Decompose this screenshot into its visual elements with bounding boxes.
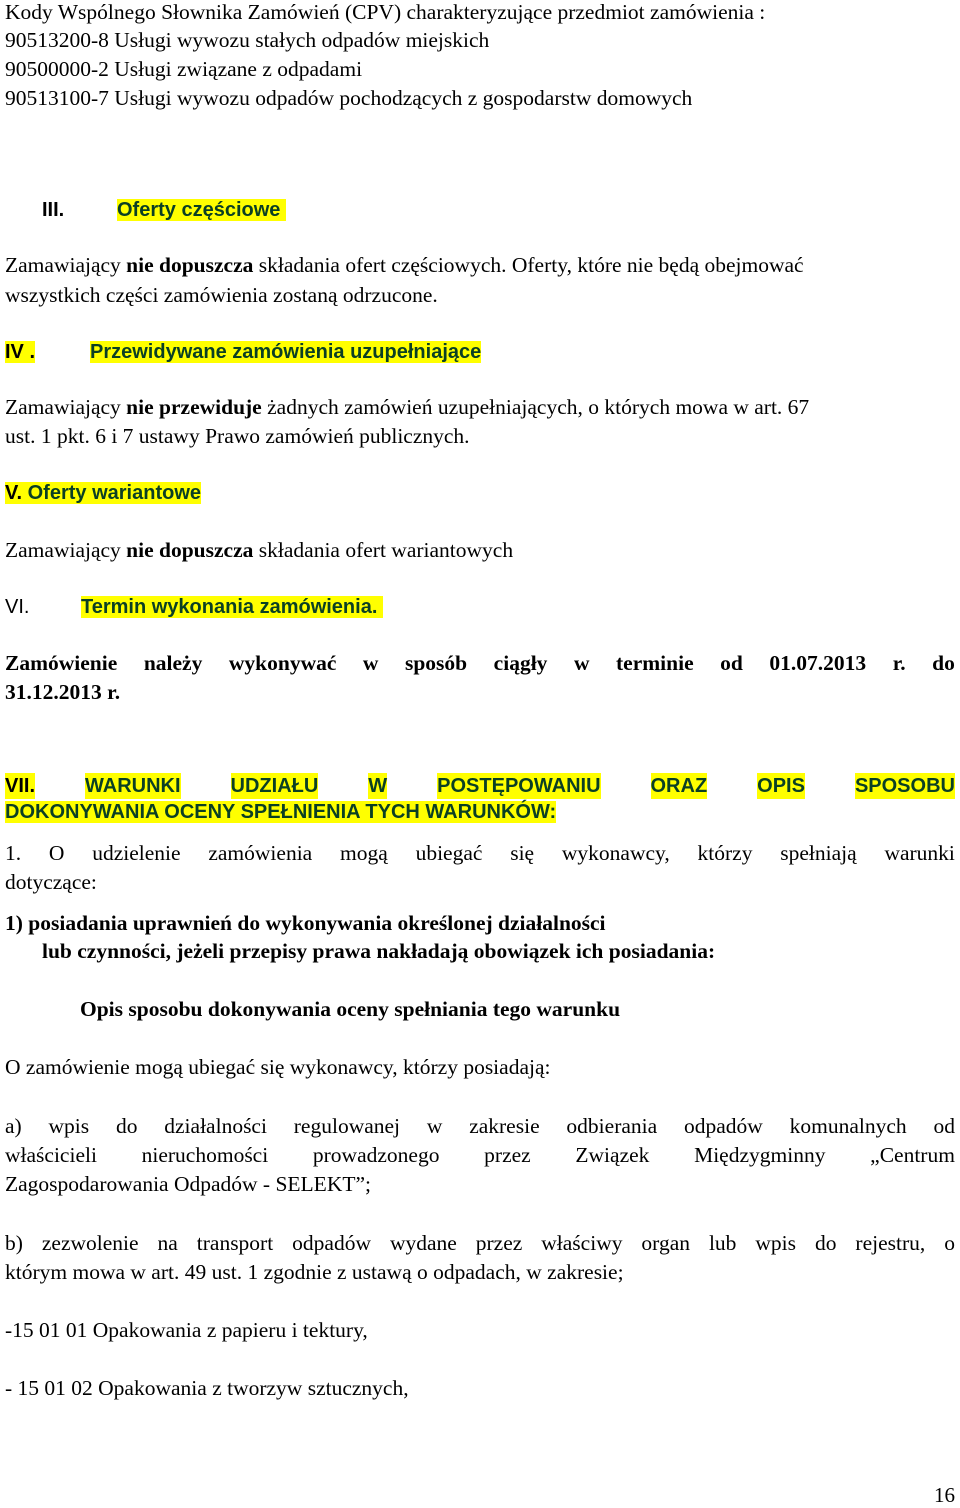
section-title: DOKONYWANIA OCENY SPEŁNIENIA TYCH WARUNKÓW: — [5, 801, 557, 823]
paragraph: Zamawiający nie dopuszcza składania ofert wariantowych — [5, 538, 514, 562]
word: terminie — [616, 651, 694, 675]
word: odpadów — [292, 1231, 371, 1255]
word: się — [510, 841, 535, 865]
word: wykonywać — [228, 651, 337, 675]
section-title: Przewidywane zamówienia uzupełniające — [90, 341, 482, 363]
word: ORAZ — [650, 775, 708, 797]
section-heading: V. Oferty wariantowe — [5, 482, 202, 504]
word: przez — [475, 1231, 523, 1255]
word: którzy — [697, 841, 753, 865]
paragraph: O zamówienie mogą ubiegać się wykonawcy, którzy posiadają: — [5, 1055, 551, 1079]
word: Związek — [575, 1143, 650, 1167]
word: o — [944, 1231, 955, 1255]
word: na — [157, 1231, 178, 1255]
word: działalności — [164, 1114, 267, 1138]
word: mogą — [340, 841, 388, 865]
list-item: -15 01 01 Opakowania z papieru i tektury, — [5, 1318, 368, 1342]
word: 01.07.2013 — [769, 651, 867, 675]
word: zamówienia — [208, 841, 313, 865]
word: rejestru, — [855, 1231, 926, 1255]
word: w — [362, 651, 379, 675]
paragraph: Zagospodarowania Odpadów - SELEKT”; — [5, 1172, 371, 1196]
paragraph: ust. 1 pkt. 6 i 7 ustawy Prawo zamówień publicznych. — [5, 424, 470, 448]
word: do — [932, 651, 955, 675]
subheading: Opis sposobu dokonywania oceny spełniania tego warunku — [80, 997, 621, 1021]
word: Zamówienie — [5, 651, 118, 675]
word: należy — [143, 651, 203, 675]
word: WARUNKI — [85, 775, 181, 797]
section-number: VII. — [5, 775, 36, 797]
list-item: - 15 01 02 Opakowania z tworzyw sztucznych, — [5, 1376, 409, 1400]
word: SPOSOBU — [854, 775, 955, 797]
section-number: IV . — [5, 341, 36, 363]
section-number: VI. — [5, 596, 30, 618]
paragraph: którym mowa w art. 49 ust. 1 zgodnie z ustawą o odpadach, w zakresie; — [5, 1260, 624, 1284]
word: 1. — [5, 841, 22, 865]
paragraph — [5, 1112, 955, 1140]
word: do — [814, 1231, 837, 1255]
word: wydane — [389, 1231, 457, 1255]
word: właścicieli — [5, 1143, 97, 1167]
cpv-code: 90513100-7 Usługi wywozu odpadów pochodzących z gospodarstw domowych — [5, 86, 693, 110]
paragraph: dotyczące: — [5, 870, 97, 894]
word: przez — [484, 1143, 531, 1167]
word: sposób — [404, 651, 468, 675]
word: ubiegać — [415, 841, 483, 865]
word: UDZIAŁU — [230, 775, 319, 797]
paragraph: Zamawiający nie dopuszcza składania ofert częściowych. Oferty, które nie będą obejmować — [5, 253, 804, 277]
word: komunalnych — [789, 1114, 907, 1138]
word: udzielenie — [92, 841, 181, 865]
word: W — [368, 775, 388, 797]
word: właściwy — [541, 1231, 623, 1255]
section-title — [5, 773, 955, 799]
word: zakresie — [469, 1114, 540, 1138]
word: ciągły — [493, 651, 548, 675]
word: O — [48, 841, 65, 865]
word: b) — [5, 1231, 23, 1255]
paragraph: Zamawiający nie przewiduje żadnych zamówień uzupełniających, o których mowa w art. 67 — [5, 395, 810, 419]
word: lub — [708, 1231, 737, 1255]
word: r. — [892, 651, 906, 675]
word: organ — [641, 1231, 690, 1255]
word: „Centrum — [870, 1143, 955, 1167]
word: wykonawcy, — [561, 841, 670, 865]
word: wpis — [48, 1114, 90, 1138]
page-number: 16 — [934, 1483, 955, 1507]
paragraph: 31.12.2013 r. — [5, 680, 121, 704]
list-item: 1) posiadania uprawnień do wykonywania określonej działalności — [5, 911, 606, 935]
paragraph: wszystkich części zamówienia zostaną odrzucone. — [5, 283, 438, 307]
paragraph — [5, 649, 955, 677]
cpv-intro: Kody Wspólnego Słownika Zamówień (CPV) charakteryzujące przedmiot zamówienia : — [5, 0, 766, 24]
word: w — [426, 1114, 443, 1138]
word: POSTĘPOWANIU — [437, 775, 601, 797]
list-item: lub czynności, jeżeli przepisy prawa nakładają obowiązek ich posiadania: — [42, 939, 716, 963]
section-number: III. — [42, 199, 65, 221]
word: zezwolenie — [41, 1231, 139, 1255]
word: a) — [5, 1114, 22, 1138]
cpv-code: 90513200-8 Usługi wywozu stałych odpadów miejskich — [5, 28, 490, 52]
paragraph — [5, 839, 955, 867]
word: od — [720, 651, 743, 675]
word: nieruchomości — [141, 1143, 269, 1167]
word: spełniają — [780, 841, 857, 865]
paragraph — [5, 1141, 955, 1169]
cpv-code: 90500000-2 Usługi związane z odpadami — [5, 57, 363, 81]
word: wpis — [755, 1231, 797, 1255]
word: prowadzonego — [312, 1143, 440, 1167]
word: warunki — [884, 841, 955, 865]
section-title: Oferty częściowe — [117, 196, 286, 224]
word: OPIS — [757, 775, 805, 797]
section-title: Termin wykonania zamówienia. — [81, 593, 383, 621]
word: odpadów — [683, 1114, 763, 1138]
word: regulowanej — [293, 1114, 401, 1138]
word: transport — [196, 1231, 274, 1255]
word: Międzygminny — [694, 1143, 826, 1167]
word: do — [115, 1114, 138, 1138]
word: odbierania — [566, 1114, 658, 1138]
word: od — [933, 1114, 955, 1138]
paragraph — [5, 1229, 955, 1257]
word: w — [573, 651, 590, 675]
